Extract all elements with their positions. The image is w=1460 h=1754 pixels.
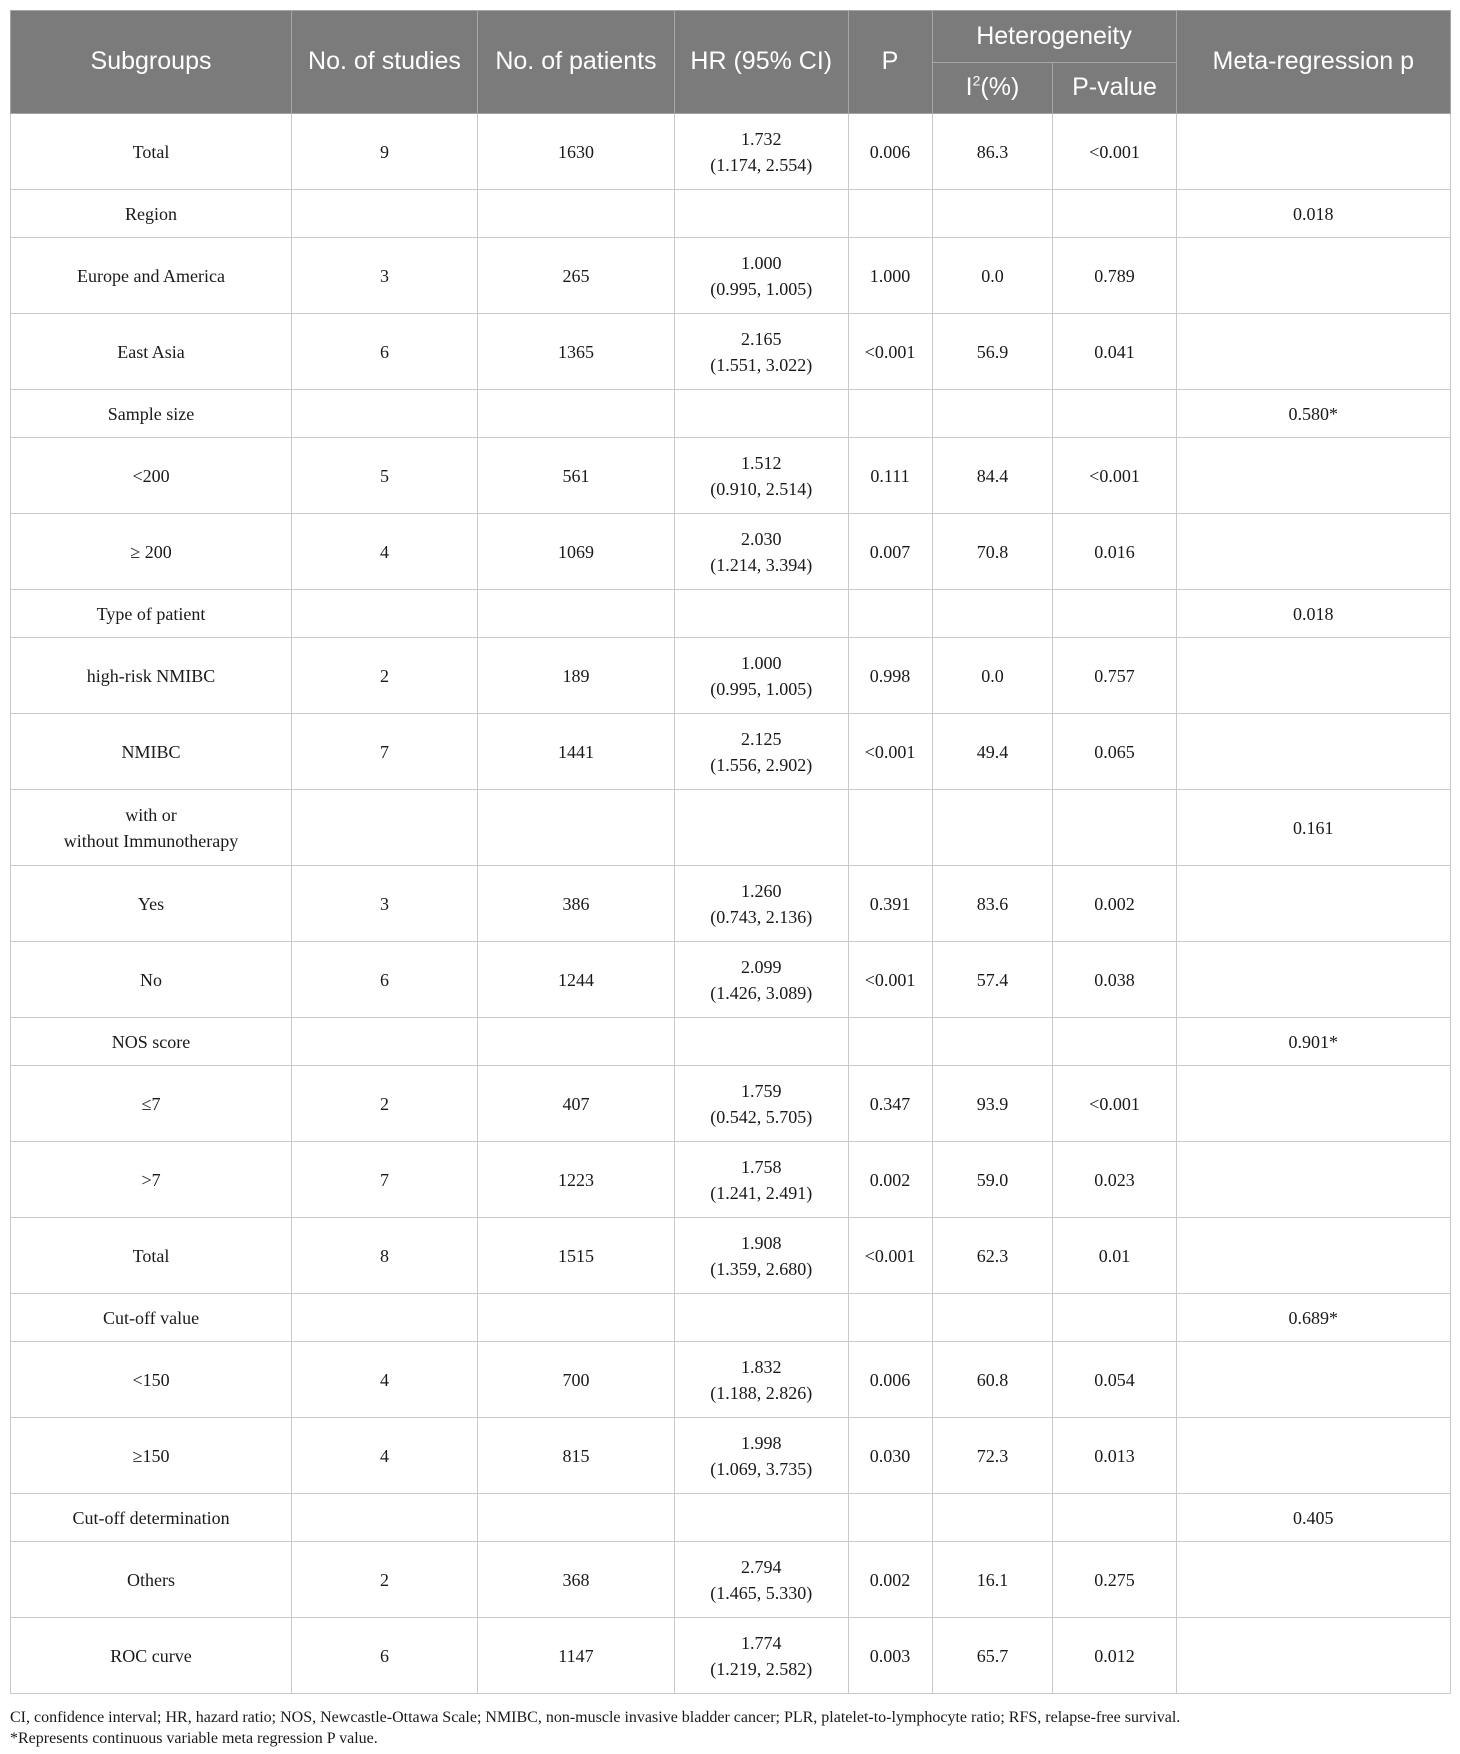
cell-subgroup — [11, 238, 292, 314]
table-row — [11, 238, 1451, 314]
cell-meta — [1176, 238, 1450, 314]
cell-hr — [674, 1418, 848, 1494]
subgroup-label: Total — [132, 1245, 170, 1266]
subgroup-label: Region — [125, 203, 178, 224]
cell-meta: 0.901* — [1176, 1018, 1450, 1066]
cell-patients: 1223 — [477, 1142, 674, 1218]
subgroup-label: NMIBC — [121, 741, 181, 762]
subgroup-label: >7 — [141, 1169, 161, 1190]
cell-studies — [292, 1294, 478, 1342]
header-no-patients-line1: No. — [495, 47, 535, 76]
cell-studies — [292, 390, 478, 438]
table-container — [10, 10, 1451, 1694]
cell-studies: 6 — [292, 314, 478, 390]
cell-subgroup — [11, 1018, 292, 1066]
cell-p: <0.001 — [848, 714, 932, 790]
hr-ci: (1.188, 2.826) — [710, 1382, 813, 1403]
cell-subgroup — [11, 190, 292, 238]
cell-subgroup — [11, 438, 292, 514]
cell-p: 0.391 — [848, 866, 932, 942]
cell-subgroup — [11, 1342, 292, 1418]
cell-studies: 2 — [292, 638, 478, 714]
table-row — [11, 114, 1451, 190]
header-i2-sup: 2 — [972, 72, 981, 89]
cell-meta: 0.018 — [1176, 590, 1450, 638]
subgroup-label: Total — [132, 141, 170, 162]
header-subgroups: Subgroups — [11, 11, 292, 114]
cell-pval: 0.023 — [1053, 1142, 1176, 1218]
table-row — [11, 314, 1451, 390]
cell-pval: <0.001 — [1053, 1066, 1176, 1142]
cell-studies: 3 — [292, 238, 478, 314]
subgroup-label: Sample size — [107, 403, 195, 424]
table-row — [11, 866, 1451, 942]
cell-i2: 16.1 — [932, 1542, 1053, 1618]
cell-studies: 2 — [292, 1542, 478, 1618]
cell-studies: 9 — [292, 114, 478, 190]
cell-subgroup — [11, 514, 292, 590]
cell-hr — [674, 190, 848, 238]
cell-subgroup — [11, 714, 292, 790]
subgroup-label: ROC curve — [110, 1645, 192, 1666]
cell-studies — [292, 190, 478, 238]
hr-ci: (0.743, 2.136) — [710, 906, 813, 927]
cell-patients: 1515 — [477, 1218, 674, 1294]
cell-p: <0.001 — [848, 942, 932, 1018]
cell-hr — [674, 1494, 848, 1542]
cell-patients — [477, 1494, 674, 1542]
cell-pval — [1053, 790, 1176, 866]
table-body — [11, 114, 1451, 1694]
hr-ci: (1.465, 5.330) — [710, 1582, 813, 1603]
cell-i2: 65.7 — [932, 1618, 1053, 1694]
subgroup-label: <150 — [132, 1369, 170, 1390]
cell-subgroup — [11, 942, 292, 1018]
cell-i2 — [932, 190, 1053, 238]
hr-value: 2.125 — [741, 728, 782, 749]
cell-patients — [477, 190, 674, 238]
cell-hr — [674, 514, 848, 590]
header-no-studies-line1: No. — [308, 47, 347, 76]
cell-i2 — [932, 590, 1053, 638]
cell-patients: 815 — [477, 1418, 674, 1494]
cell-pval — [1053, 390, 1176, 438]
cell-i2: 57.4 — [932, 942, 1053, 1018]
header-no-studies-line2: of studies — [353, 47, 461, 76]
cell-i2: 0.0 — [932, 638, 1053, 714]
cell-hr — [674, 114, 848, 190]
cell-studies — [292, 790, 478, 866]
subgroup-label: ≥ 200 — [130, 541, 172, 562]
hr-value: 1.260 — [741, 880, 782, 901]
cell-meta: 0.580* — [1176, 390, 1450, 438]
cell-subgroup — [11, 1618, 292, 1694]
cell-p — [848, 1294, 932, 1342]
table-row — [11, 1066, 1451, 1142]
cell-patients: 1244 — [477, 942, 674, 1018]
subgroup-label: ≤7 — [141, 1093, 161, 1114]
hr-ci: (0.995, 1.005) — [710, 278, 813, 299]
cell-subgroup — [11, 114, 292, 190]
cell-hr — [674, 866, 848, 942]
subgroup-label: NOS score — [111, 1031, 191, 1052]
table-row — [11, 790, 1451, 866]
cell-meta — [1176, 514, 1450, 590]
cell-patients — [477, 1018, 674, 1066]
cell-hr — [674, 1018, 848, 1066]
cell-meta — [1176, 1066, 1450, 1142]
subgroup-label: No — [140, 969, 163, 990]
cell-studies: 6 — [292, 942, 478, 1018]
table-row — [11, 1342, 1451, 1418]
cell-pval: 0.041 — [1053, 314, 1176, 390]
cell-meta — [1176, 1418, 1450, 1494]
cell-hr — [674, 1342, 848, 1418]
hr-value: 1.000 — [741, 252, 782, 273]
cell-hr — [674, 1218, 848, 1294]
subgroup-label: Cut-off determination — [72, 1507, 230, 1528]
cell-p: 0.006 — [848, 114, 932, 190]
subgroup-label: ≥150 — [132, 1445, 170, 1466]
cell-i2: 49.4 — [932, 714, 1053, 790]
cell-pval: 0.01 — [1053, 1218, 1176, 1294]
cell-studies: 4 — [292, 1418, 478, 1494]
cell-patients — [477, 590, 674, 638]
subgroup-label: Others — [127, 1569, 176, 1590]
cell-patients: 1630 — [477, 114, 674, 190]
cell-patients: 386 — [477, 866, 674, 942]
cell-p: 0.111 — [848, 438, 932, 514]
cell-meta — [1176, 1142, 1450, 1218]
cell-patients: 1441 — [477, 714, 674, 790]
cell-patients: 700 — [477, 1342, 674, 1418]
cell-studies: 4 — [292, 1342, 478, 1418]
hr-ci: (0.542, 5.705) — [710, 1106, 813, 1127]
cell-i2: 72.3 — [932, 1418, 1053, 1494]
subgroup-label: Europe and America — [77, 265, 225, 286]
header-i2 — [932, 63, 1053, 114]
header-i2-base: I — [965, 73, 973, 102]
cell-meta — [1176, 1618, 1450, 1694]
hr-value: 1.832 — [741, 1356, 782, 1377]
cell-pval: <0.001 — [1053, 114, 1176, 190]
cell-p: 0.007 — [848, 514, 932, 590]
cell-i2: 60.8 — [932, 1342, 1053, 1418]
hr-ci: (0.910, 2.514) — [710, 478, 813, 499]
cell-patients: 265 — [477, 238, 674, 314]
subgroup-header-row — [11, 1494, 1451, 1542]
cell-meta — [1176, 714, 1450, 790]
cell-subgroup — [11, 1418, 292, 1494]
cell-meta — [1176, 1342, 1450, 1418]
cell-meta — [1176, 314, 1450, 390]
hr-ci: (0.995, 1.005) — [710, 678, 813, 699]
cell-hr — [674, 942, 848, 1018]
cell-studies — [292, 1018, 478, 1066]
cell-meta — [1176, 866, 1450, 942]
table-row — [11, 1142, 1451, 1218]
header-meta-regression: Meta-regression p — [1176, 11, 1450, 114]
cell-p: <0.001 — [848, 314, 932, 390]
cell-subgroup — [11, 1218, 292, 1294]
cell-i2: 70.8 — [932, 514, 1053, 590]
cell-i2: 86.3 — [932, 114, 1053, 190]
cell-patients: 368 — [477, 1542, 674, 1618]
cell-i2: 93.9 — [932, 1066, 1053, 1142]
cell-patients: 189 — [477, 638, 674, 714]
table-header — [11, 11, 1451, 114]
cell-pval: 0.002 — [1053, 866, 1176, 942]
subgroup-label: Cut-off value — [102, 1307, 200, 1328]
subgroup-analysis-table — [10, 10, 1451, 1694]
cell-hr — [674, 390, 848, 438]
cell-hr — [674, 714, 848, 790]
cell-meta: 0.689* — [1176, 1294, 1450, 1342]
cell-i2: 62.3 — [932, 1218, 1053, 1294]
subgroup-label: East Asia — [117, 341, 185, 362]
cell-patients: 1365 — [477, 314, 674, 390]
cell-p — [848, 390, 932, 438]
cell-pval: 0.013 — [1053, 1418, 1176, 1494]
cell-hr — [674, 1618, 848, 1694]
cell-patients: 1069 — [477, 514, 674, 590]
cell-pval — [1053, 1294, 1176, 1342]
cell-hr — [674, 638, 848, 714]
cell-pval: 0.016 — [1053, 514, 1176, 590]
cell-i2 — [932, 1018, 1053, 1066]
hr-value: 1.998 — [741, 1432, 782, 1453]
header-no-studies — [292, 11, 478, 114]
table-row — [11, 1542, 1451, 1618]
subgroup-label: without Immunotherapy — [63, 830, 239, 851]
cell-pval: 0.038 — [1053, 942, 1176, 1018]
cell-p: 0.998 — [848, 638, 932, 714]
cell-i2: 84.4 — [932, 438, 1053, 514]
cell-p — [848, 190, 932, 238]
cell-studies: 5 — [292, 438, 478, 514]
cell-subgroup — [11, 1142, 292, 1218]
table-row — [11, 638, 1451, 714]
table-row — [11, 1618, 1451, 1694]
hr-ci: (1.426, 3.089) — [710, 982, 813, 1003]
table-row — [11, 514, 1451, 590]
cell-studies: 7 — [292, 714, 478, 790]
cell-patients — [477, 790, 674, 866]
cell-subgroup — [11, 1494, 292, 1542]
header-p-value: P-value — [1053, 63, 1176, 114]
cell-p: 0.002 — [848, 1542, 932, 1618]
cell-hr — [674, 1066, 848, 1142]
cell-hr — [674, 1542, 848, 1618]
cell-i2 — [932, 390, 1053, 438]
subgroup-label: high-risk NMIBC — [86, 665, 216, 686]
cell-pval — [1053, 190, 1176, 238]
cell-i2 — [932, 790, 1053, 866]
header-p: P — [848, 11, 932, 114]
table-footnotes — [10, 1707, 1451, 1749]
subgroup-header-row — [11, 590, 1451, 638]
subgroup-label: Yes — [137, 893, 165, 914]
subgroup-header-row — [11, 390, 1451, 438]
cell-subgroup — [11, 390, 292, 438]
subgroup-label: with or — [125, 804, 177, 825]
cell-meta: 0.405 — [1176, 1494, 1450, 1542]
cell-patients — [477, 390, 674, 438]
cell-i2 — [932, 1294, 1053, 1342]
cell-subgroup — [11, 866, 292, 942]
cell-i2: 59.0 — [932, 1142, 1053, 1218]
cell-hr — [674, 238, 848, 314]
hr-value: 1.758 — [741, 1156, 782, 1177]
cell-hr — [674, 590, 848, 638]
cell-p — [848, 1018, 932, 1066]
cell-pval — [1053, 590, 1176, 638]
cell-meta: 0.018 — [1176, 190, 1450, 238]
table-row — [11, 942, 1451, 1018]
cell-meta: 0.161 — [1176, 790, 1450, 866]
hr-ci: (1.174, 2.554) — [710, 154, 813, 175]
cell-p: 0.003 — [848, 1618, 932, 1694]
subgroup-header-row — [11, 190, 1451, 238]
subgroup-header-row — [11, 1294, 1451, 1342]
hr-value: 1.774 — [741, 1632, 782, 1653]
cell-meta — [1176, 1218, 1450, 1294]
hr-ci: (1.241, 2.491) — [710, 1182, 813, 1203]
cell-p: 1.000 — [848, 238, 932, 314]
cell-subgroup — [11, 314, 292, 390]
cell-subgroup — [11, 590, 292, 638]
cell-hr — [674, 314, 848, 390]
cell-studies: 8 — [292, 1218, 478, 1294]
table-row — [11, 1218, 1451, 1294]
cell-pval: 0.789 — [1053, 238, 1176, 314]
footnote-asterisk: *Represents continuous variable meta regression P value. — [10, 1730, 378, 1747]
hr-ci: (1.069, 3.735) — [710, 1458, 813, 1479]
cell-p — [848, 790, 932, 866]
header-no-patients — [477, 11, 674, 114]
cell-subgroup — [11, 1542, 292, 1618]
cell-pval — [1053, 1018, 1176, 1066]
cell-hr — [674, 1294, 848, 1342]
table-row — [11, 438, 1451, 514]
hr-value: 1.512 — [741, 452, 782, 473]
cell-pval: 0.054 — [1053, 1342, 1176, 1418]
cell-studies — [292, 1494, 478, 1542]
cell-i2 — [932, 1494, 1053, 1542]
cell-i2: 83.6 — [932, 866, 1053, 942]
cell-pval — [1053, 1494, 1176, 1542]
cell-pval: 0.065 — [1053, 714, 1176, 790]
hr-value: 2.030 — [741, 528, 782, 549]
cell-meta — [1176, 1542, 1450, 1618]
cell-meta — [1176, 638, 1450, 714]
cell-meta — [1176, 114, 1450, 190]
cell-patients: 407 — [477, 1066, 674, 1142]
cell-p — [848, 590, 932, 638]
table-row — [11, 1418, 1451, 1494]
header-no-patients-line2: of patients — [541, 47, 657, 76]
cell-subgroup — [11, 1066, 292, 1142]
subgroup-header-row — [11, 1018, 1451, 1066]
footnote-abbreviations: CI, confidence interval; HR, hazard ratio; NOS, Newcastle-Ottawa Scale; NMIBC, non-muscle invasive bladder cancer; PLR, platelet-to-lymphocyte ratio; RFS, relapse-free survival. — [10, 1709, 1181, 1726]
cell-patients — [477, 1294, 674, 1342]
cell-subgroup — [11, 638, 292, 714]
subgroup-label: <200 — [132, 465, 170, 486]
cell-p — [848, 1494, 932, 1542]
subgroup-label: Type of patient — [96, 603, 206, 624]
cell-patients: 561 — [477, 438, 674, 514]
cell-pval: 0.757 — [1053, 638, 1176, 714]
header-hr: HR (95% CI) — [674, 11, 848, 114]
cell-studies: 2 — [292, 1066, 478, 1142]
hr-value: 2.165 — [741, 328, 782, 349]
hr-value: 1.759 — [741, 1080, 782, 1101]
hr-value: 1.000 — [741, 652, 782, 673]
cell-p: 0.347 — [848, 1066, 932, 1142]
hr-value: 2.099 — [741, 956, 782, 977]
cell-patients: 1147 — [477, 1618, 674, 1694]
cell-meta — [1176, 438, 1450, 514]
cell-p: 0.030 — [848, 1418, 932, 1494]
cell-subgroup — [11, 790, 292, 866]
cell-studies: 7 — [292, 1142, 478, 1218]
cell-studies: 3 — [292, 866, 478, 942]
header-i2-unit: (%) — [980, 73, 1020, 102]
cell-pval: 0.012 — [1053, 1618, 1176, 1694]
cell-studies: 6 — [292, 1618, 478, 1694]
cell-i2: 56.9 — [932, 314, 1053, 390]
cell-p: <0.001 — [848, 1218, 932, 1294]
cell-meta — [1176, 942, 1450, 1018]
cell-hr — [674, 790, 848, 866]
cell-i2: 0.0 — [932, 238, 1053, 314]
cell-hr — [674, 1142, 848, 1218]
cell-p: 0.002 — [848, 1142, 932, 1218]
hr-value: 1.908 — [741, 1232, 782, 1253]
cell-pval: 0.275 — [1053, 1542, 1176, 1618]
hr-value: 2.794 — [741, 1556, 782, 1577]
hr-ci: (1.359, 2.680) — [710, 1258, 813, 1279]
cell-studies: 4 — [292, 514, 478, 590]
header-heterogeneity: Heterogeneity — [932, 11, 1176, 63]
hr-ci: (1.214, 3.394) — [710, 554, 813, 575]
hr-value: 1.732 — [741, 128, 782, 149]
cell-subgroup — [11, 1294, 292, 1342]
cell-p: 0.006 — [848, 1342, 932, 1418]
hr-ci: (1.556, 2.902) — [710, 754, 813, 775]
hr-ci: (1.219, 2.582) — [710, 1658, 813, 1679]
hr-ci: (1.551, 3.022) — [710, 354, 813, 375]
cell-pval: <0.001 — [1053, 438, 1176, 514]
table-row — [11, 714, 1451, 790]
cell-studies — [292, 590, 478, 638]
cell-hr — [674, 438, 848, 514]
